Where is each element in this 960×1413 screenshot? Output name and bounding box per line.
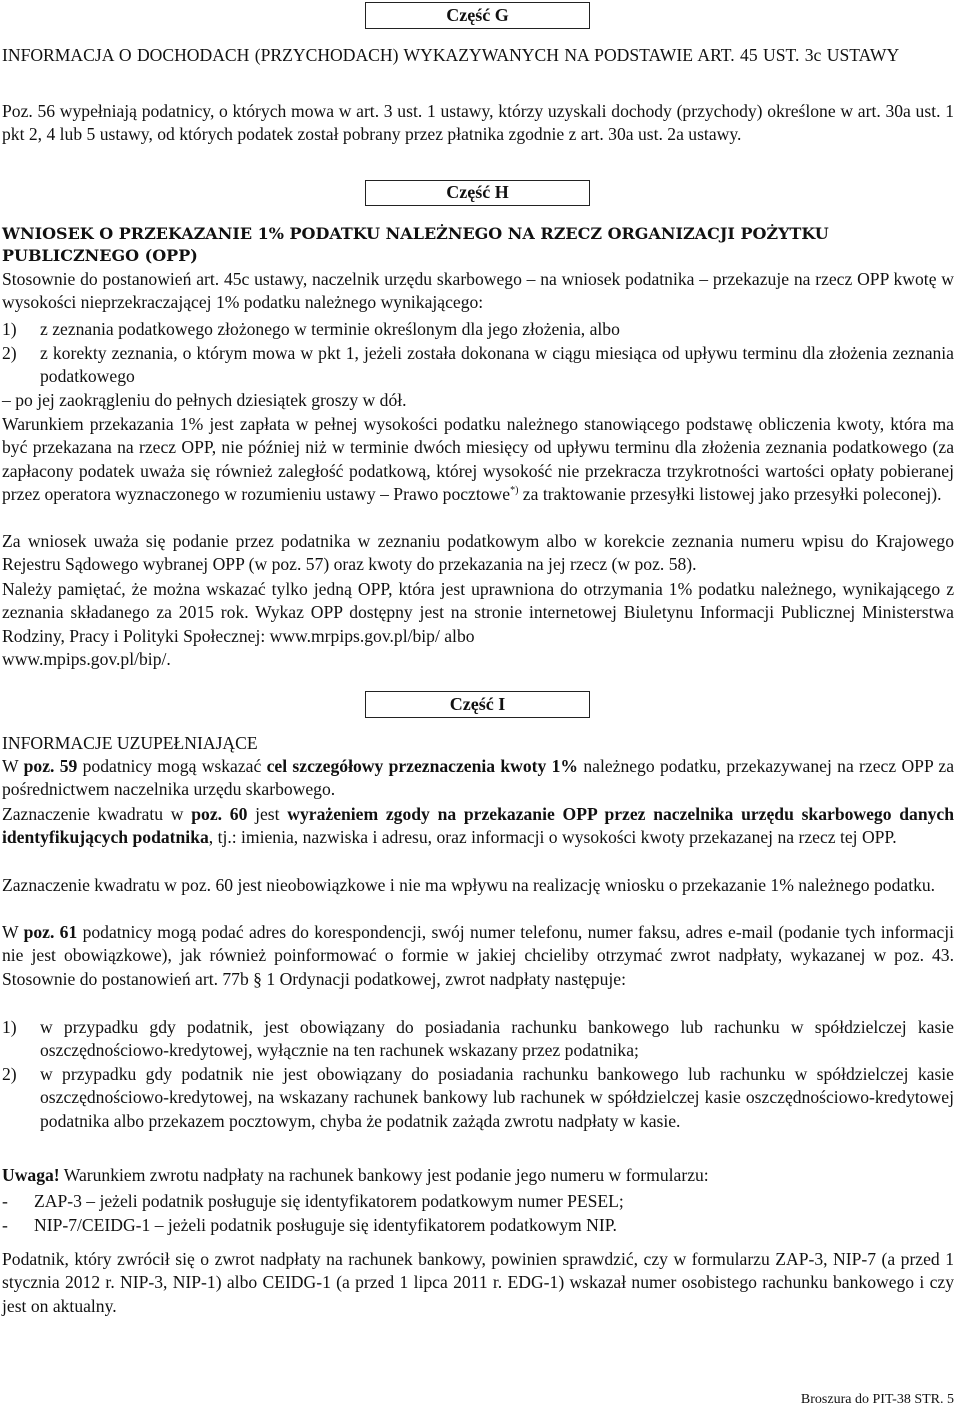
- part-i-warning: [2, 1164, 954, 1187]
- list-number: 2): [2, 343, 17, 363]
- warning-label: Uwaga!: [2, 1165, 60, 1185]
- part-i-p61: [2, 921, 954, 991]
- list-text: z korekty zeznania, o którym mowa w pkt 1, jeżeli została dokonana w ciągu miesiąca od upływu terminu dla złożenia zeznania podatkowego: [40, 343, 954, 387]
- condition-text-end: za traktowanie przesyłki listowej jako przesyłki poleconej).: [518, 483, 942, 504]
- page-footer: Broszura do PIT-38 STR. 5: [800, 1392, 954, 1407]
- part-i-heading: INFORMACJE UZUPEŁNIAJĄCE: [2, 733, 258, 753]
- part-h-list-item-2: [2, 342, 954, 389]
- part-h-intro: Stosownie do postanowień art. 45c ustawy, naczelnik urzędu skarbowego – na wniosek podatnika – przekazuje na rzecz OPP kwotę w wysokości nieprzekraczającej 1% podatku należnego wynikającego:: [2, 269, 954, 313]
- dash-mark: -: [2, 1191, 8, 1211]
- list-number: 1): [2, 1017, 17, 1037]
- footnote-marker: *): [510, 485, 519, 497]
- part-h-remember: [2, 578, 954, 671]
- list-text: z zeznania podatkowego złożonego w terminie określonym dla jego złożenia, albo: [40, 319, 620, 339]
- bip-link[interactable]: www.mpips.gov.pl/bip/.: [2, 648, 171, 669]
- dash-mark: -: [2, 1215, 8, 1235]
- condition-text: Warunkiem przekazania 1% jest zapłata w pełnej wysokości podatku należnego stanowiącego podstawę obliczenia kwoty, która ma być przekazana na rzecz OPP, nie później niż w terminie dwóch miesięcy od upływu terminu dla złożenia zeznania podatkowego (za zapłacony podatek uważa się również zaległość podatkową, której wysokość nie przekracza trzykrotności wartości opłaty pobieranej przez operatora wyznaczonego w rozumieniu ustawy – Prawo pocztowe: [2, 414, 954, 504]
- part-i-p59: [2, 755, 954, 802]
- list-number: 2): [2, 1064, 17, 1084]
- part-h-label-box: Część H: [365, 180, 590, 206]
- p59-text: należnego podatku, przekazywanej na rzecz OPP za pośrednictwem naczelnika urzędu skarbowego.: [2, 756, 955, 800]
- p60-bold: wyrażeniem zgody na przekazanie OPP przez naczelnika urzędu skarbowego danych identyfikujących podatnika: [2, 804, 955, 848]
- p61-text: W: [2, 922, 24, 942]
- part-h-request: Za wniosek uważa się podanie przez podatnika w zeznaniu podatkowym albo w korekcie zeznania numeru wpisu do Krajowego Rejestru Sądowego wybranej OPP (w poz. 57) oraz kwoty do przekazania na jej rzecz (w poz. 58).: [2, 531, 954, 575]
- part-h-rounding: – po jej zaokrągleniu do pełnych dziesiątek groszy w dół.: [2, 390, 407, 410]
- form-list-item-1: [2, 1190, 954, 1213]
- part-h-heading: WNIOSEK O PRZEKAZANIE 1% PODATKU NALEŻNEGO NA RZECZ ORGANIZACJI POŻYTKU PUBLICZNEGO (OPP): [2, 224, 829, 265]
- part-i-label-box: Część I: [365, 691, 590, 718]
- p60-bold: poz. 60: [191, 804, 248, 824]
- part-h-list-item-1: [2, 318, 954, 341]
- part-i-final: Podatnik, który zwrócił się o zwrot nadpłaty na rachunek bankowy, powinien sprawdzić, czy w formularzu ZAP-3, NIP-7 (a przed 1 stycznia 2012 r. NIP-3, NIP-1) albo CEIDG-1 (a przed 1 lipca 2011 r. EDG-1) wskazał numer osobistego rachunku bankowego i czy jest on aktualny.: [2, 1249, 954, 1316]
- list-text: w przypadku gdy podatnik, jest obowiązany do posiadania rachunku bankowego lub rachunku w spółdzielczej kasie oszczędnościowo-kredytowej, wyłącznie na ten rachunek wskazany przez podatnika;: [40, 1017, 954, 1061]
- p60-text: jest: [247, 804, 288, 824]
- part-g-heading-text: INFORMACJA O DOCHODACH (PRZYCHODACH) WYKAZYWANYCH NA PODSTAWIE ART. 45 UST. 3c USTAWY: [2, 45, 900, 65]
- list-number: 1): [2, 319, 17, 339]
- dash-text: NIP-7/CEIDG-1 – jeżeli podatnik posługuje się identyfikatorem podatkowym NIP.: [34, 1215, 617, 1235]
- p60-text: , tj.: imienia, nazwiska i adresu, oraz informacji o wysokości kwoty przekazanej na rzecz tej OPP.: [208, 827, 897, 848]
- part-g-label-box: Część G: [365, 2, 590, 29]
- remember-text: Należy pamiętać, że można wskazać tylko jedną OPP, która jest uprawniona do otrzymania 1% podatku należnego, wynikającego z zeznania składanego za 2015 rok. Wykaz OPP dostępny jest na stronie internetowej Biuletynu Informacji Publicznej Ministerstwa Rodziny, Pracy i Polityki Społecznej: www.mrpips.gov.pl/bip/ albo: [2, 579, 954, 646]
- dash-text: ZAP-3 – jeżeli podatnik posługuje się identyfikatorem podatkowym numer PESEL;: [34, 1191, 624, 1211]
- part-h-condition: [2, 413, 954, 506]
- warning-text: Warunkiem zwrotu nadpłaty na rachunek bankowy jest podanie jego numeru w formularzu:: [59, 1165, 709, 1185]
- form-list-item-2: [2, 1214, 954, 1237]
- list-text: w przypadku gdy podatnik nie jest obowiązany do posiadania rachunku bankowego lub rachunku w spółdzielczej kasie oszczędnościowo-kredytowej, na wskazany rachunek bankowy lub rachunek w spółdzielczej kasie oszczędnościowo-kredytowej podatnika albo przekazem pocztowym, chyba że podatnik zażąda zwrotu nadpłaty w kasie.: [40, 1064, 954, 1131]
- p59-text: podatnicy mogą wskazać: [77, 756, 267, 776]
- refund-list-item-2: [2, 1063, 954, 1133]
- p61-bold: poz. 61: [23, 922, 78, 942]
- refund-list-item-1: [2, 1016, 954, 1063]
- p59-text: W: [2, 756, 24, 776]
- p60-text: Zaznaczenie kwadratu w: [2, 804, 192, 824]
- part-g-text: Poz. 56 wypełniają podatnicy, o których mowa w art. 3 ust. 1 ustawy, którzy uzyskali dochody (przychody) określone w art. 30a ust. 1 pkt 2, 4 lub 5 ustawy, od których podatek został pobrany przez płatnika zgodnie z art. 30a ust. 2a ustawy.: [2, 101, 954, 145]
- part-g-heading: [2, 44, 954, 67]
- part-i-p60-optional: Zaznaczenie kwadratu w poz. 60 jest nieobowiązkowe i nie ma wpływu na realizację wniosku o przekazanie 1% należnego podatku.: [2, 875, 936, 895]
- part-i-p60: [2, 803, 954, 850]
- p61-text: podatnicy mogą podać adres do korespondencji, swój numer telefonu, numer faksu, adres e-mail (podanie tych informacji nie jest obowiązkowe), jak również poinformować o formie w jakiej chcieliby otrzymać zwrot nadpłaty, wykazanej w poz. 43. Stosownie do postanowień art. 77b § 1 Ordynacji podatkowej, zwrot nadpłaty następuje:: [2, 922, 955, 989]
- p59-bold: poz. 59: [23, 756, 78, 776]
- p59-bold: cel szczegółowy przeznaczenia kwoty 1%: [266, 756, 579, 776]
